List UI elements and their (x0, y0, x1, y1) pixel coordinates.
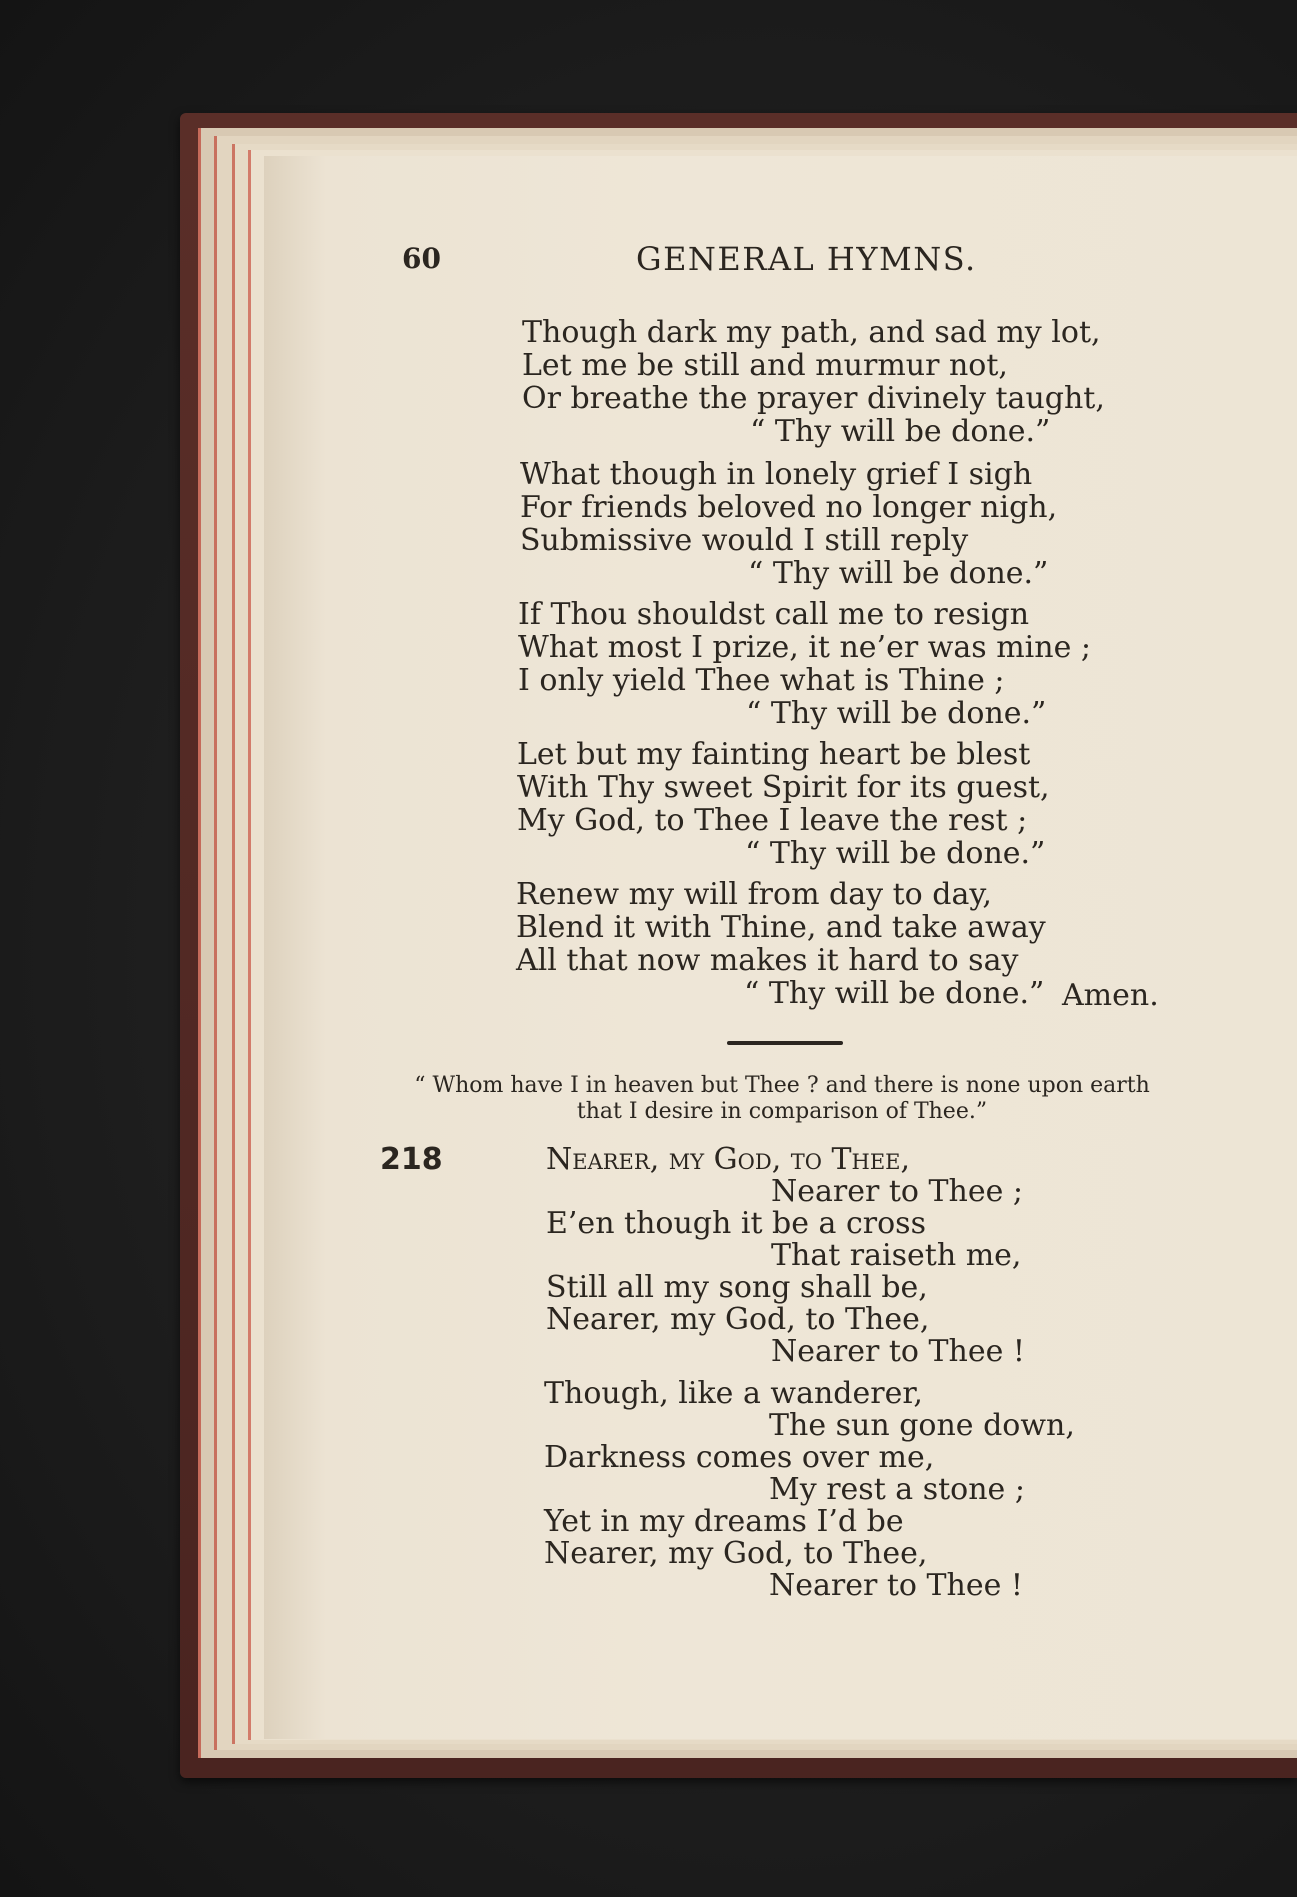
verse-line: The sun gone down, (769, 1408, 1075, 1443)
verse-line: Nearer to Thee ; (771, 1174, 1023, 1209)
stanza (522, 316, 1105, 448)
verse-line: Yet in my dreams I’d be (544, 1504, 904, 1539)
epigraph (382, 1073, 1182, 1125)
verse-line: Still all my song shall be, (546, 1270, 928, 1305)
verse-line: Let but my fainting heart be blest (517, 737, 1031, 772)
verse-line: What though in lonely grief I sigh (520, 457, 1033, 492)
refrain-line: “ Thy will be done.” (748, 556, 1049, 591)
verse-line: Darkness comes over me, (544, 1440, 935, 1475)
verse-line: Blend it with Thine, and take away (516, 910, 1046, 945)
verse-line: Nearer, my God, to Thee, (544, 1536, 928, 1571)
refrain-line: “ Thy will be done.” (746, 696, 1047, 731)
verse-line: Or breathe the prayer divinely taught, (522, 381, 1105, 416)
verse-line: Nearer to Thee ! (769, 1568, 1023, 1603)
epigraph-line: “ Whom have I in heaven but Thee ? and there is none upon earth (414, 1073, 1150, 1098)
verse-line: My God, to Thee I leave the rest ; (517, 803, 1028, 838)
verse-line: Though dark my path, and sad my lot, (522, 315, 1101, 350)
stanza (544, 1378, 1075, 1602)
hymn-number: 218 (380, 1142, 443, 1177)
verse-line: With Thy sweet Spirit for its guest, (517, 770, 1050, 805)
page-number: 60 (402, 242, 441, 275)
verse-line: That raiseth me, (771, 1238, 1022, 1273)
verse-line: Nearer, my God, to Thee, (546, 1302, 930, 1337)
page-header (264, 242, 1297, 292)
verse-line: For friends beloved no longer nigh, (520, 490, 1058, 525)
verse-line: Let me be still and murmur not, (522, 348, 1008, 383)
running-title: GENERAL HYMNS. (636, 240, 977, 278)
amen: Amen. (1062, 978, 1159, 1013)
book-page (264, 156, 1297, 1739)
verse-line: Though, like a wanderer, (544, 1376, 923, 1411)
verse-line: Nearer to Thee ! (771, 1334, 1025, 1369)
verse-line: My rest a stone ; (769, 1472, 1025, 1507)
stanza (520, 458, 1057, 590)
verse-line: I only yield Thee what is Thine ; (518, 663, 1005, 698)
verse-line: E’en though it be a cross (546, 1206, 926, 1241)
stanza (546, 1144, 1025, 1368)
stanza (518, 598, 1091, 730)
verse-line: Renew my will from day to day, (516, 877, 992, 912)
verse-line: If Thou shouldst call me to resign (518, 597, 1030, 632)
divider-rule (727, 1041, 843, 1045)
refrain-line: “ Thy will be done.” (744, 976, 1045, 1011)
stanza (517, 738, 1050, 870)
stanza (516, 878, 1046, 1010)
verse-line: All that now makes it hard to say (516, 943, 1019, 978)
refrain-line: “ Thy will be done.” (745, 836, 1046, 871)
verse-line: Submissive would I still reply (520, 523, 969, 558)
refrain-line: “ Thy will be done.” (750, 414, 1051, 449)
verse-line: What most I prize, it ne’er was mine ; (518, 630, 1091, 665)
epigraph-line: that I desire in comparison of Thee.” (576, 1099, 988, 1124)
verse-line: Nearer, my God, to Thee, (546, 1142, 911, 1177)
